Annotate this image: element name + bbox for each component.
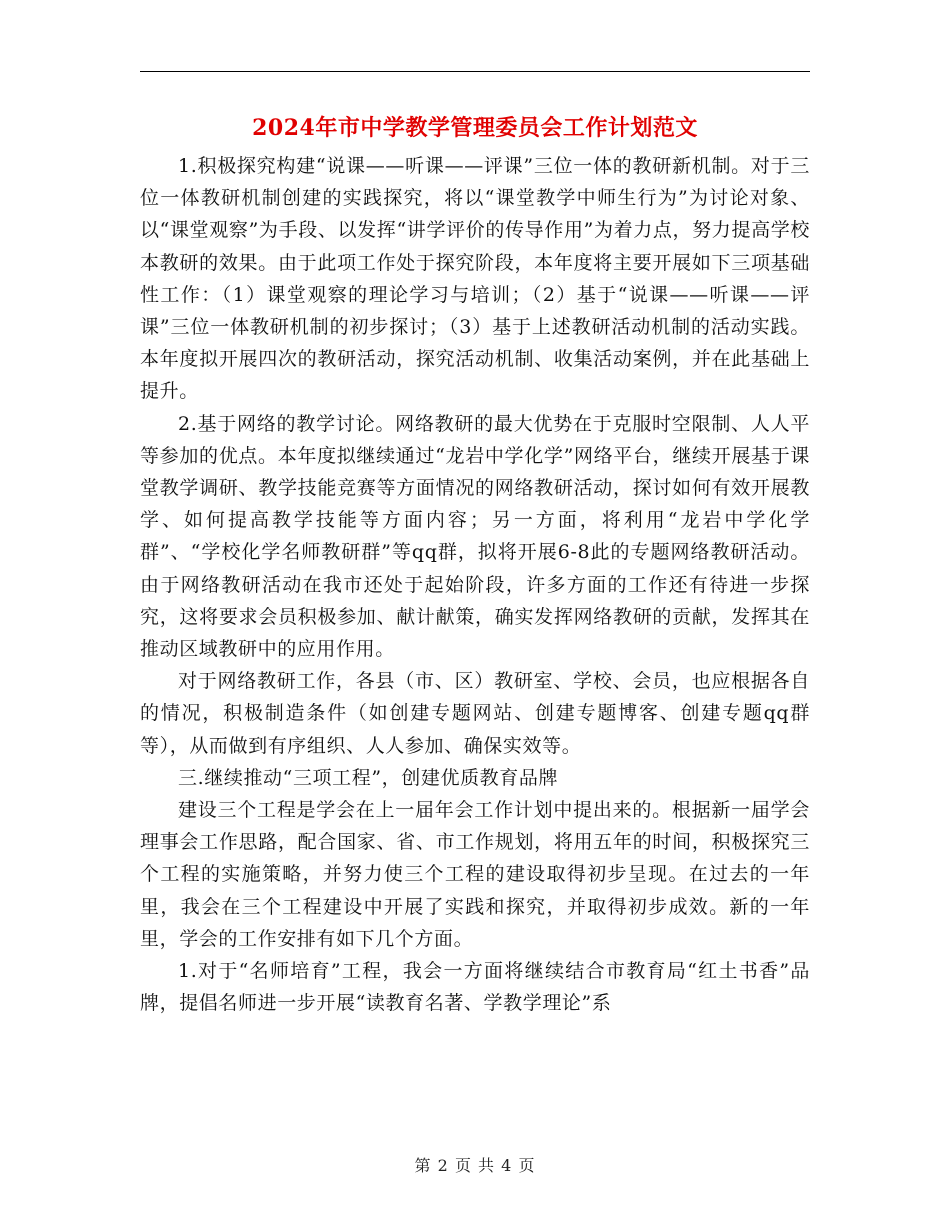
paragraph-5: 1.对于“名师培育”工程，我会一方面将继续结合市教育局“红土书香”品牌，提倡名师进一步开展“读教育名著、学教学理论”系 xyxy=(140,960,810,1015)
page-total: 4 xyxy=(501,1156,513,1175)
page-label-suffix: 页 xyxy=(518,1156,536,1175)
page-label-mid2: 共 xyxy=(478,1156,496,1175)
document-title: 2024年市中学教学管理委员会工作计划范文 xyxy=(252,115,698,141)
page-current: 2 xyxy=(437,1156,449,1175)
document-body xyxy=(140,150,810,1019)
page-footer xyxy=(0,1155,950,1177)
page-label-prefix: 第 xyxy=(414,1156,432,1175)
header-rule xyxy=(140,71,810,72)
paragraph-1: 1.积极探究构建“说课——听课——评课”三位一体的教研新机制。对于三位一体教研机制创建的实践探究，将以“课堂教学中师生行为”为讨论对象、以“课堂观察”为手段、以发挥“讲学评价的传导作用”为着力点，努力提高学校本教研的效果。由于此项工作处于探究阶段，本年度将主要开展如下三项基础性工作：（1）课堂观察的理论学习与培训；（2）基于“说课——听课——评课”三位一体教研机制的初步探讨；（3）基于上述教研活动机制的活动实践。本年度拟开展四次的教研活动，探究活动机制、收集活动案例，并在此基础上提升。 xyxy=(140,155,810,403)
paragraph-2: 2.基于网络的教学讨论。网络教研的最大优势在于克服时空限制、人人平等参加的优点。本年度拟继续通过“龙岩中学化学”网络平台，继续开展基于课堂教学调研、教学技能竞赛等方面情况的网络教研活动，探讨如何有效开展教学、如何提高教学技能等方面内容；另一方面，将利用“龙岩中学化学群”、“学校化学名师教研群”等qq群，拟将开展6-8此的专题网络教研活动。由于网络教研活动在我市还处于起始阶段，许多方面的工作还有待进一步探究，这将要求会员积极参加、献计献策，确实发挥网络教研的贡献，发挥其在推动区域教研中的应用作用。 xyxy=(140,412,810,661)
section-heading-3: 三.继续推动“三项工程”，创建优质教育品牌 xyxy=(178,766,559,789)
paragraph-4: 建设三个工程是学会在上一届年会工作计划中提出来的。根据新一届学会理事会工作思路，配合国家、省、市工作规划，将用五年的时间，积极探究三个工程的实施策略，并努力使三个工程的建设取得初步呈现。在过去的一年里，我会在三个工程建设中开展了实践和探究，并取得初步成效。新的一年里，学会的工作安排有如下几个方面。 xyxy=(140,799,810,950)
paragraph-3: 对于网络教研工作，各县（市、区）教研室、学校、会员，也应根据各自的情况，积极制造条件（如创建专题网站、创建专题博客、创建专题qq群等），从而做到有序组织、人人参加、确保实效等。 xyxy=(140,670,810,757)
page-label-mid1: 页 xyxy=(454,1156,472,1175)
